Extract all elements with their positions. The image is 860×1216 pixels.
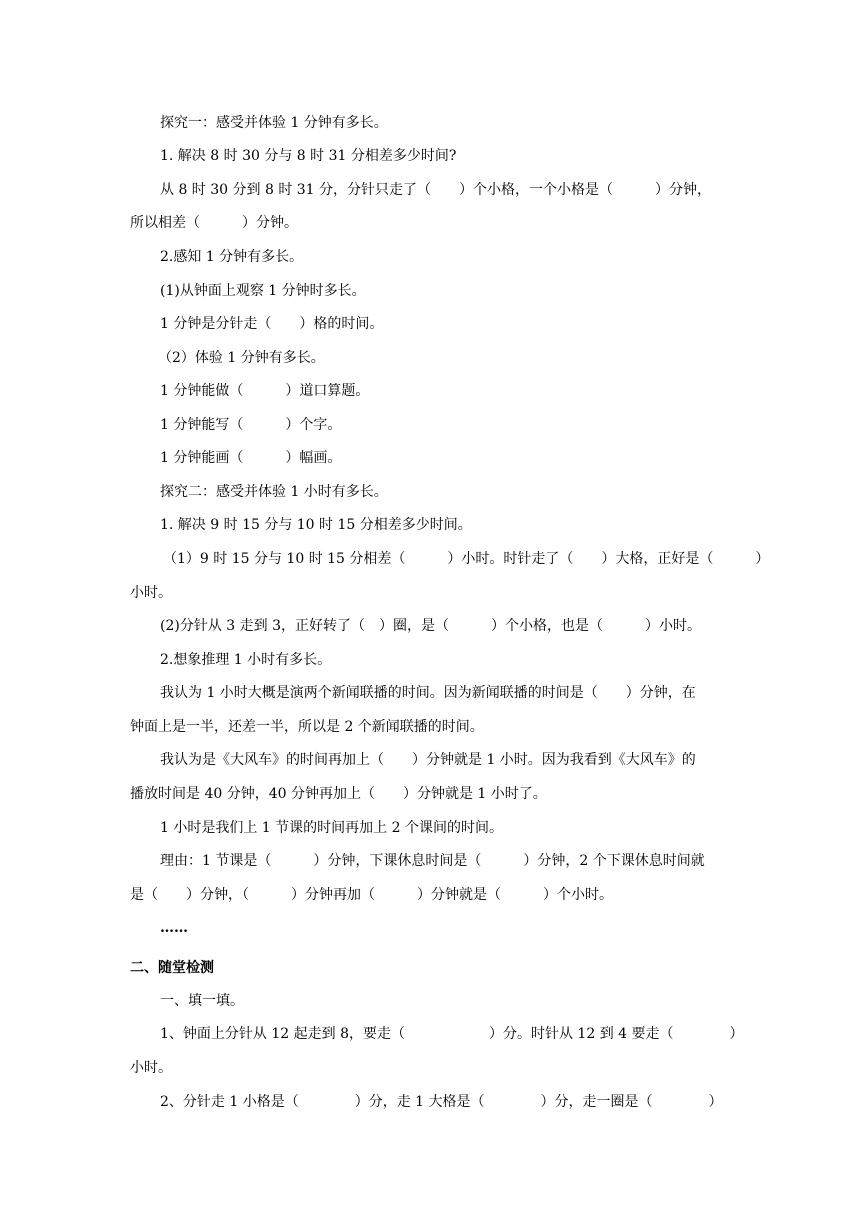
heading-explore-one: 探究一：感受并体验 1 分钟有多长。 xyxy=(160,115,388,131)
paragraph-line: (1)从钟面上观察 1 分钟时多长。 xyxy=(160,283,366,299)
paragraph-line: 我认为是《大风车》的时间再加上（ ）分钟就是 1 小时。因为我看到《大风车》的 xyxy=(160,752,696,768)
paragraph-line: (2)分针从 3 走到 3，正好转了（ ）圈，是（ ）个小格，也是（ ）小时。 xyxy=(160,618,701,634)
paragraph-line: 1 分钟是分针走（ ）格的时间。 xyxy=(160,316,384,332)
exercise-line: 小时。 xyxy=(130,1060,172,1076)
ellipsis: …… xyxy=(160,920,188,936)
paragraph-line: 所以相差（ ）分钟。 xyxy=(130,215,298,231)
paragraph-line: 1 分钟能画（ ）幅画。 xyxy=(160,450,342,466)
exercise-line: 2、分针走 1 小格是（ ）分，走 1 大格是（ ）分，走一圈是（ ） xyxy=(160,1094,723,1110)
paragraph-line: 1 小时是我们上 1 节课的时间再加上 2 个课间的时间。 xyxy=(160,820,503,836)
paragraph-line: 钟面上是一半，还差一半，所以是 2 个新闻联播的时间。 xyxy=(130,719,484,735)
paragraph-line: 小时。 xyxy=(130,585,172,601)
paragraph-line: （2）体验 1 分钟有多长。 xyxy=(158,350,325,366)
heading-explore-two: 探究二：感受并体验 1 小时有多长。 xyxy=(160,484,388,500)
question-1: 1. 解决 9 时 15 分与 10 时 15 分相差多少时间。 xyxy=(160,517,472,533)
subheading: 2.想象推理 1 小时有多长。 xyxy=(160,652,332,668)
paragraph-line: 1 分钟能做（ ）道口算题。 xyxy=(160,383,370,399)
paragraph-line: 是（ ）分钟，（ ）分钟再加（ ）分钟就是（ ）个小时。 xyxy=(130,887,613,903)
question-1: 1. 解决 8 时 30 分与 8 时 31 分相差多少时间? xyxy=(160,148,457,164)
paragraph-line: 1 分钟能写（ ）个字。 xyxy=(160,417,342,433)
paragraph-line: （1）9 时 15 分与 10 时 15 分相差（ ）小时。时针走了（ ）大格，正好是（ ） xyxy=(163,551,770,567)
exercise-line: 1、钟面上分针从 12 起走到 8，要走（ ）分。时针从 12 到 4 要走（ ） xyxy=(160,1026,744,1042)
paragraph-line: 播放时间是 40 分钟，40 分钟再加上（ ）分钟就是 1 小时了。 xyxy=(130,786,547,802)
subheading: 2.感知 1 分钟有多长。 xyxy=(160,249,304,265)
paragraph-line: 理由：1 节课是（ ）分钟，下课休息时间是（ ）分钟，2 个下课休息时间就 xyxy=(160,853,705,869)
section-heading: 二、随堂检测 xyxy=(130,960,214,976)
paragraph-line: 从 8 时 30 分到 8 时 31 分，分针只走了（ ）个小格，一个小格是（ ）分钟， xyxy=(160,182,712,198)
subheading: 一、填一填。 xyxy=(160,993,244,1009)
paragraph-line: 我认为 1 小时大概是演两个新闻联播的时间。因为新闻联播的时间是（ ）分钟，在 xyxy=(160,685,696,701)
